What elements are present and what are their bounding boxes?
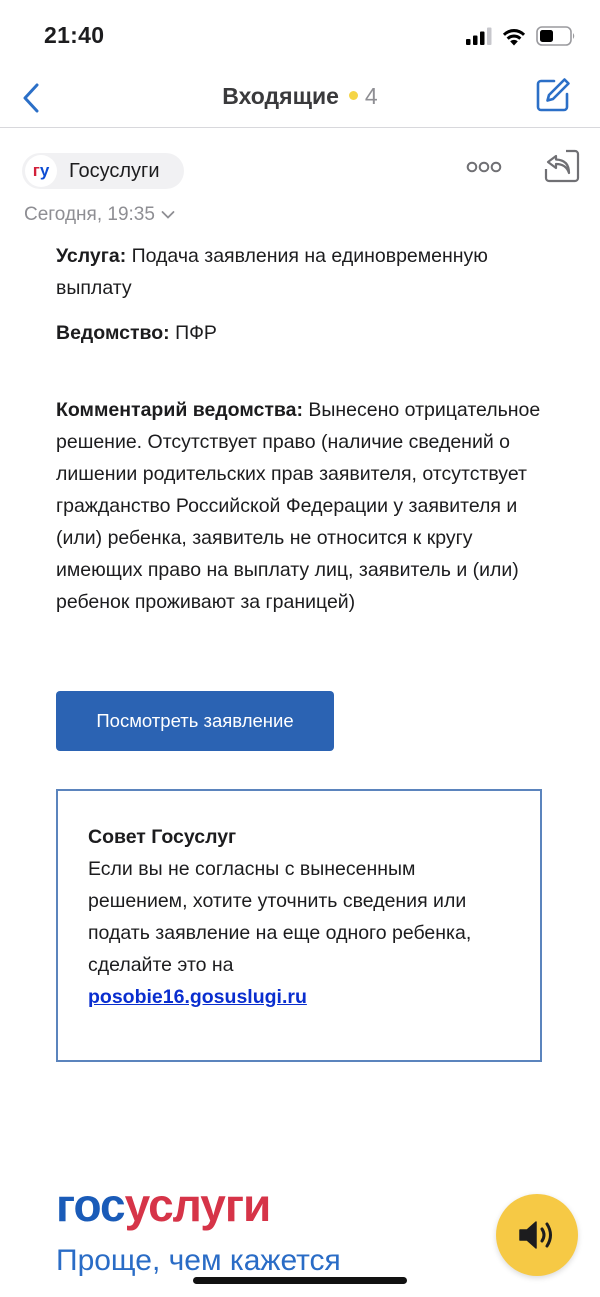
unread-count: 4 bbox=[364, 83, 378, 109]
compose-icon bbox=[534, 76, 572, 114]
comment-paragraph bbox=[56, 394, 556, 618]
service-label: Услуга: bbox=[56, 245, 127, 267]
tip-title: Совет Госуслуг bbox=[88, 826, 237, 848]
inbox-title bbox=[0, 83, 600, 110]
department-value: ПФР bbox=[175, 322, 217, 344]
service-value: Подача заявления на единовременную выплату bbox=[56, 245, 488, 299]
department-label: Ведомство: bbox=[56, 322, 170, 344]
reply-button[interactable] bbox=[544, 148, 580, 184]
sender-chip[interactable] bbox=[22, 153, 184, 189]
sender-avatar bbox=[25, 155, 57, 187]
comment-label: Комментарий ведомства: bbox=[56, 399, 303, 421]
status-bar bbox=[0, 0, 600, 70]
more-options-button[interactable] bbox=[466, 160, 502, 174]
tip-link[interactable]: posobie16.gosuslugi.ru bbox=[88, 986, 307, 1008]
sender-avatar-letter-1: г bbox=[32, 161, 40, 180]
gosuslugi-logo bbox=[56, 1178, 270, 1232]
chevron-down-icon bbox=[161, 210, 175, 220]
sender-avatar-letter-2: у bbox=[39, 161, 50, 180]
message-date-text: Сегодня, 19:35 bbox=[24, 204, 155, 225]
cellular-signal-icon bbox=[466, 27, 492, 45]
battery-icon bbox=[536, 26, 576, 46]
view-application-button[interactable]: Посмотреть заявление bbox=[56, 691, 334, 751]
brand-slogan: Проще, чем кажется bbox=[56, 1244, 341, 1277]
tip-text: Если вы не согласны с вынесенным решением, хотите уточнить сведения или подать заявление на еще одного ребенка, сделайте это на bbox=[88, 858, 472, 976]
message-body bbox=[56, 240, 556, 618]
department-paragraph bbox=[56, 317, 556, 349]
unread-dot bbox=[349, 91, 358, 100]
reply-icon bbox=[544, 148, 580, 184]
inbox-title-text: Входящие bbox=[222, 83, 339, 109]
message-date[interactable] bbox=[24, 204, 175, 226]
status-icons bbox=[466, 25, 576, 47]
speaker-icon bbox=[517, 1218, 557, 1252]
home-indicator bbox=[193, 1277, 407, 1284]
service-paragraph bbox=[56, 240, 556, 304]
tip-box bbox=[56, 789, 542, 1062]
compose-button[interactable] bbox=[534, 76, 572, 114]
comment-value: Вынесено отрицательное решение. Отсутствует право (наличие сведений о лишении родительских прав заявителя, отсутствует гражданство Российской Федерации у заявителя и (или) ребенка, заявитель не относится к кругу имеющих право на выплату лиц, заявитель и (или) ребенок проживают за границей) bbox=[56, 399, 541, 613]
wifi-icon bbox=[501, 27, 527, 46]
status-time: 21:40 bbox=[44, 22, 105, 48]
audio-button[interactable] bbox=[496, 1194, 578, 1276]
more-dots-icon bbox=[466, 160, 502, 174]
brand-part-1: гос bbox=[56, 1179, 125, 1231]
sender-name: Госуслуги bbox=[69, 159, 160, 182]
nav-bar bbox=[0, 70, 600, 128]
brand-part-2: услуги bbox=[124, 1179, 271, 1231]
